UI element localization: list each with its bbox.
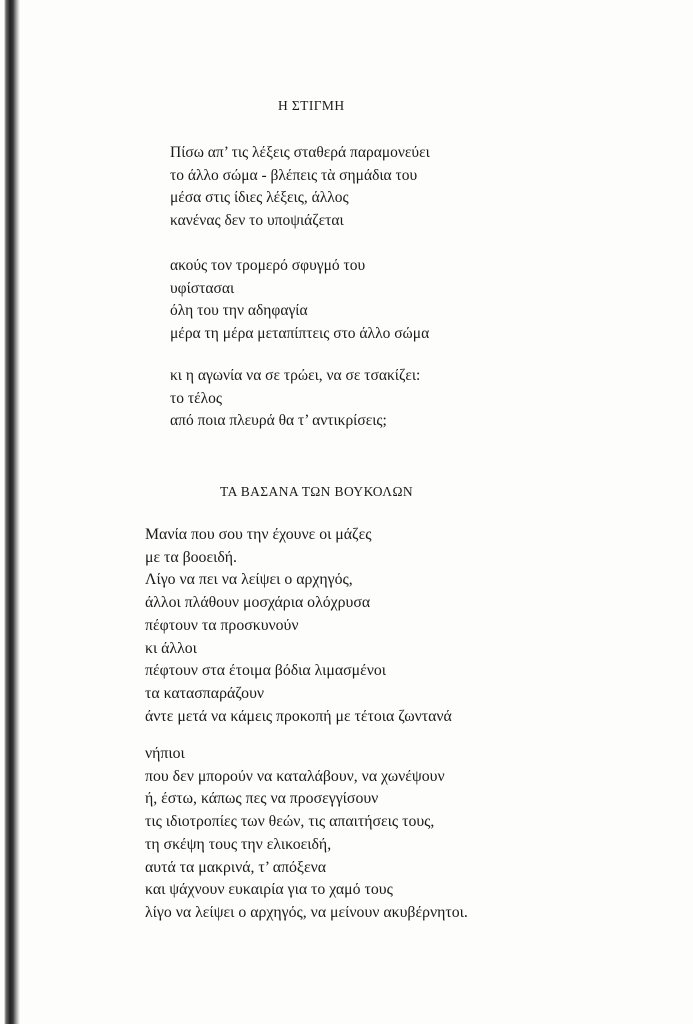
verse-line: από ποια πλευρά θα τ’ αντικρίσεις;: [170, 412, 387, 429]
verse-line: μέρα τη μέρα μεταπίπτεις στο άλλο σώμα: [170, 324, 430, 342]
poem-title: Η ΣΤΙΓΜΗ: [278, 98, 345, 113]
verse-line: μέσα στις ίδιες λέξεις, άλλος: [170, 189, 349, 206]
verse-line: και ψάχνουν ευκαιρία για το χαμό τους: [145, 881, 393, 899]
poem-title: ΤΑ ΒΑΣΑΝΑ ΤΩΝ ΒΟΥΚΟΛΩΝ: [220, 484, 414, 499]
verse-line: αυτά τα μακρινά, τ’ απόξενα: [145, 858, 327, 876]
verse-line: τη σκέψη τους την ελικοειδή,: [145, 835, 332, 853]
verse-line: λίγο να λείψει ο αρχηγός, να μείνουν ακυβέρνητοι.: [145, 903, 468, 921]
verse-line: το τέλος: [170, 389, 222, 407]
verse-line: τα κατασπαράζουν: [145, 684, 265, 702]
stanza: [145, 524, 452, 728]
verse-line: πέφτουν τα προσκυνούν: [145, 616, 299, 634]
verse-line: με τα βοοειδή.: [145, 548, 237, 566]
verse-line: άντε μετά να κάμεις προκοπή με τέτοια ζωντανά: [145, 707, 452, 725]
stanza: [170, 142, 430, 232]
verse-line: που δεν μπορούν να καταλάβουν, να χωνέψουν: [145, 767, 445, 785]
verse-line: ή, έστω, κάπως πες να προσεγγίσουν: [145, 790, 379, 808]
verse-line: ακούς τον τρομερό σφυγμό του: [170, 257, 366, 274]
verse-line: νήπιοι: [145, 745, 185, 762]
verse-line: κι άλλοι: [145, 639, 197, 657]
verse-line: πέφτουν στα έτοιμα βόδια λιμασμένοι: [145, 662, 387, 680]
verse-line: Μανία που σου την έχουνε οι μάζες: [145, 526, 372, 543]
verse-line: υφίστασαι: [170, 279, 235, 297]
verse-line: Πίσω απ’ τις λέξεις σταθερά παραμονεύει: [170, 144, 430, 161]
verse-line: όλη του την αδηφαγία: [170, 302, 308, 319]
stanza: [170, 255, 429, 345]
verse-line: Λίγο να πει να λείψει ο αρχηγός,: [145, 571, 353, 589]
verse-line: το άλλο σώμα - βλέπεις τὰ σημάδια του: [170, 166, 418, 184]
verse-line: άλλοι πλάθουν μοσχάρια ολόχρυσα: [145, 594, 371, 612]
verse-line: κανένας δεν το υποψιάζεται: [170, 211, 344, 229]
verse-line: τις ιδιοτροπίες των θεών, τις απαιτήσεις τους,: [145, 813, 435, 831]
stanza: [170, 365, 420, 433]
stanza: [145, 743, 468, 925]
verse-line: κι η αγωνία να σε τρώει, να σε τσακίζει:: [170, 367, 421, 384]
